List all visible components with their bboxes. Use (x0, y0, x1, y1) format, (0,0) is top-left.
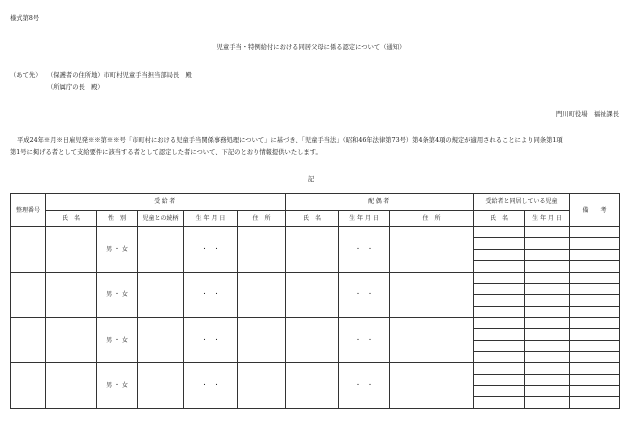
cell-spouse-dob: ・ ・ (339, 272, 390, 317)
cell-remarks (570, 238, 620, 249)
cell-recipient-dob: ・ ・ (184, 317, 238, 362)
cell-child-name (474, 295, 525, 306)
cell-spouse-address (390, 227, 474, 272)
table-row (11, 272, 620, 283)
cell-remarks (570, 295, 620, 306)
cell-child-name (474, 272, 525, 283)
col-recipient-address: 住 所 (238, 210, 286, 227)
cell-child-name (474, 329, 525, 340)
cell-recipient-address (238, 363, 286, 409)
cell-child-dob (525, 295, 570, 306)
cell-child-name (474, 352, 525, 363)
cell-remarks (570, 352, 620, 363)
cell-recipient-relation (138, 317, 184, 362)
ki-heading: 記 (307, 176, 315, 183)
col-child-dob: 生 年 月 日 (525, 210, 570, 227)
cell-spouse-name (286, 272, 339, 317)
cell-spouse-address (390, 272, 474, 317)
cell-remarks (570, 317, 620, 328)
col-recipient-relation: 児童との続柄 (138, 210, 184, 227)
sender: 門川町役場 福祉課長 (556, 111, 619, 118)
cell-remarks (570, 363, 620, 374)
recipient-table (10, 193, 620, 409)
cell-remarks (570, 272, 620, 283)
addressee-label: （あて先） (10, 72, 42, 79)
cell-spouse-address (390, 363, 474, 409)
cell-child-dob (525, 363, 570, 374)
body-line1: 平成24年※月※日雇児発※※第※※号「市町村における児童手当関係事務処理について」に基づき、「児童手当法」（昭和46年法律第73号）第4条第4項の規定が適用されることにより同条第1項 (17, 137, 563, 144)
cell-child-dob (525, 397, 570, 409)
cell-recipient-relation (138, 363, 184, 409)
cell-child-name (474, 374, 525, 385)
cell-seiri-number (11, 363, 46, 409)
cell-remarks (570, 386, 620, 397)
cell-child-dob (525, 272, 570, 283)
col-child-name: 氏 名 (474, 210, 525, 227)
cell-recipient-address (238, 317, 286, 362)
col-spouse-address: 住 所 (390, 210, 474, 227)
table-row (11, 363, 620, 374)
cell-recipient-relation (138, 272, 184, 317)
cell-child-dob (525, 306, 570, 317)
header-children: 受給者と同居している児童 (474, 194, 570, 211)
cell-remarks (570, 397, 620, 409)
cell-spouse-address (390, 317, 474, 362)
cell-recipient-name (46, 317, 97, 362)
cell-recipient-address (238, 227, 286, 272)
cell-recipient-gender: 男 ・ 女 (97, 317, 138, 362)
cell-remarks (570, 283, 620, 294)
cell-spouse-name (286, 363, 339, 409)
col-recipient-gender: 性 別 (97, 210, 138, 227)
cell-child-name (474, 386, 525, 397)
cell-recipient-dob: ・ ・ (184, 363, 238, 409)
cell-child-dob (525, 238, 570, 249)
cell-spouse-name (286, 317, 339, 362)
cell-child-dob (525, 317, 570, 328)
cell-recipient-gender: 男 ・ 女 (97, 363, 138, 409)
addressee-line2: （所属庁の長 殿） (47, 84, 104, 91)
cell-spouse-dob: ・ ・ (339, 317, 390, 362)
cell-seiri-number (11, 227, 46, 272)
col-recipient-dob: 生 年 月 日 (184, 210, 238, 227)
cell-child-name (474, 306, 525, 317)
cell-remarks (570, 340, 620, 351)
cell-child-name (474, 283, 525, 294)
cell-recipient-gender: 男 ・ 女 (97, 227, 138, 272)
cell-child-name (474, 363, 525, 374)
header-remarks: 備 考 (570, 194, 620, 227)
cell-recipient-relation (138, 227, 184, 272)
col-spouse-name: 氏 名 (286, 210, 339, 227)
form-number: 様式第8号 (10, 15, 40, 22)
cell-recipient-address (238, 272, 286, 317)
cell-child-dob (525, 227, 570, 238)
cell-child-dob (525, 261, 570, 272)
cell-child-name (474, 340, 525, 351)
header-recipient: 受給者 (46, 194, 286, 211)
cell-recipient-dob: ・ ・ (184, 227, 238, 272)
cell-spouse-dob: ・ ・ (339, 363, 390, 409)
cell-child-dob (525, 329, 570, 340)
body-line2: 第1号に掲げる者として支給要件に該当する者として認定した者について、下記のとおり情報提供いたします。 (10, 149, 322, 156)
cell-child-dob (525, 386, 570, 397)
cell-child-dob (525, 340, 570, 351)
cell-child-name (474, 317, 525, 328)
cell-recipient-name (46, 363, 97, 409)
cell-remarks (570, 227, 620, 238)
cell-child-dob (525, 249, 570, 260)
table-row (11, 227, 620, 238)
addressee-line1: （保護者の住所地）市町村児童手当担当部局長 殿 (47, 72, 192, 79)
cell-remarks (570, 374, 620, 385)
cell-child-name (474, 261, 525, 272)
cell-child-name (474, 238, 525, 249)
cell-child-name (474, 249, 525, 260)
col-spouse-dob: 生 年 月 日 (339, 210, 390, 227)
cell-child-dob (525, 352, 570, 363)
cell-child-name (474, 227, 525, 238)
cell-recipient-dob: ・ ・ (184, 272, 238, 317)
cell-child-name (474, 397, 525, 409)
cell-remarks (570, 306, 620, 317)
cell-child-dob (525, 374, 570, 385)
cell-remarks (570, 249, 620, 260)
cell-seiri-number (11, 317, 46, 362)
header-seiri-number: 整理番号 (11, 194, 46, 227)
cell-recipient-name (46, 227, 97, 272)
document-title: 児童手当・特例給付における同居父母に係る認定について（通知） (216, 44, 406, 51)
table-row (11, 317, 620, 328)
cell-child-dob (525, 283, 570, 294)
cell-recipient-gender: 男 ・ 女 (97, 272, 138, 317)
cell-remarks (570, 329, 620, 340)
cell-spouse-dob: ・ ・ (339, 227, 390, 272)
cell-remarks (570, 261, 620, 272)
cell-seiri-number (11, 272, 46, 317)
header-spouse: 配偶者 (286, 194, 474, 211)
cell-spouse-name (286, 227, 339, 272)
col-recipient-name: 氏 名 (46, 210, 97, 227)
cell-recipient-name (46, 272, 97, 317)
